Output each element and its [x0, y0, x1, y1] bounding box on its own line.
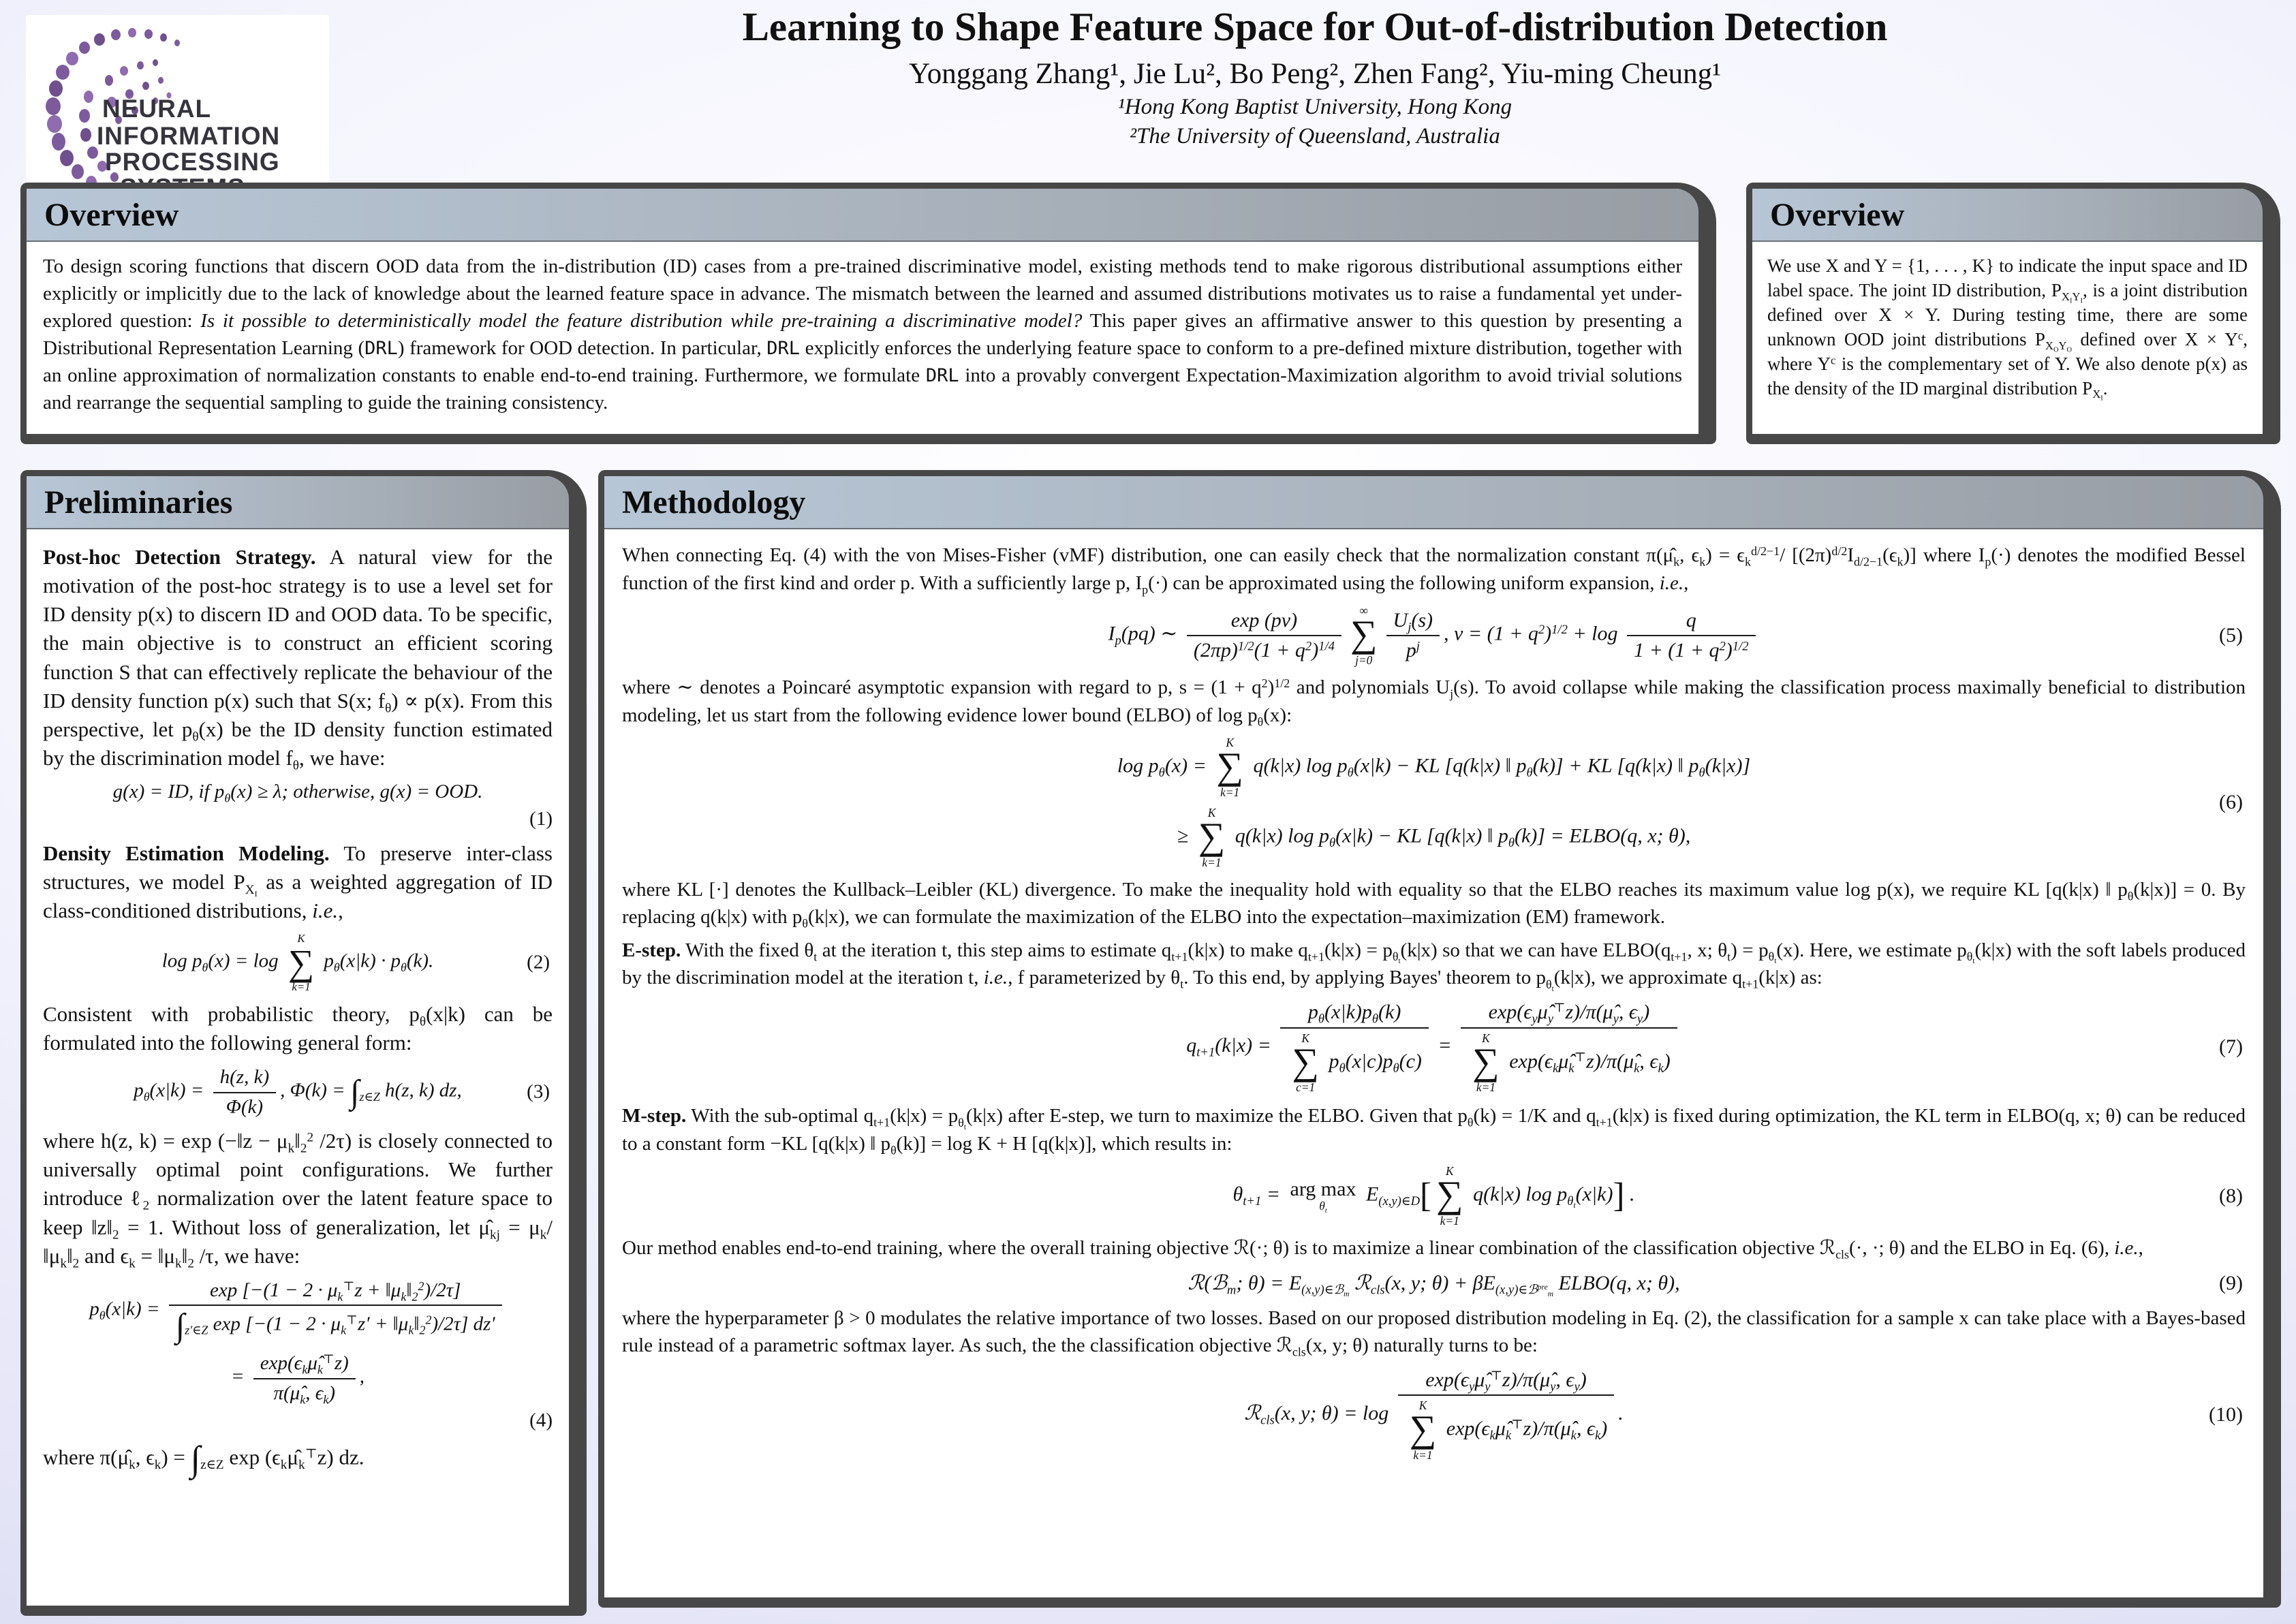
panel-overview-main	[20, 183, 1716, 444]
paragraph-beta: where the hyperparameter β > 0 modulates the relative importance of two losses. Based on our proposed distribution modeling in Eq. (2), the classification for a sample x can take place with a Bayes-based rule instead of a parametric softmax layer. As such, the the classification objective ℛ$_{cls}$(x, y; θ) naturally turns to be:	[622, 1307, 2246, 1359]
overview-notation-heading	[1752, 189, 2263, 242]
paragraph-m-step: M-step. With the sub-optimal $q_{t+1}(k|x) = p_{\theta_t}(k|x)$ after E-step, we turn to maximize the ELBO. Given that $p_\theta(k) = 1/K$ and $q_{t+1}(k|x)$ is fixed during optimization, the KL term in ELBO(q, x; θ) can be reduced to a constant form −KL [q(k|x) ‖ $p_\theta(k)] = \log K + H$ [q(k|x)], which results in:	[622, 1105, 2246, 1157]
preliminaries-heading	[27, 476, 569, 529]
masthead	[354, 4, 2276, 149]
overview-main-paragraph: To design scoring functions that discern OOD data from the in-distribution (ID) cases from a pre-trained discriminative model, existing methods tend to make rigorous distributional assumptions either explicitly or implicitly due to the lack of knowledge about the learned feature space in advance. The mismatch between the learned and assumed distributions motivates us to raise a fundamental yet under-explored question: Is it possible to deterministically model the feature distribution while pre-training a discriminative model? This paper gives an affirmative answer to this question by presenting a Distributional Representation Learning (DRL) framework for OOD detection. In particular, DRL explicitly enforces the underlying feature space to conform to a pre-defined mixture distribution, together with an online approximation of normalization constants to enable end-to-end training. Furthermore, we formulate DRL into a provably convergent Expectation-Maximization algorithm to avoid trivial solutions and rearrange the sequential sampling to guide the training consistency.	[43, 255, 1682, 414]
panel-overview-notation	[1746, 183, 2280, 444]
equation-3: $p_\theta(x|k)$ = $\frac{h(z, k)}{\Phi(k)}$ , $\Phi(k) = \int_{z\in Z}$ h(z, k) dz, (3)	[43, 1064, 553, 1120]
affiliation-1: ¹Hong Kong Baptist University, Hong Kong	[1117, 94, 1512, 119]
methodology-heading	[604, 476, 2263, 529]
paragraph-pi-definition: where $\pi(\mû_k$, $\epsilon_k) = \int_{z\in Z}$ $\exp (\epsilon_k\mû_k^⊤z)$ dz.	[43, 1439, 364, 1479]
overview-main-heading	[27, 189, 1698, 242]
panel-preliminaries	[20, 470, 587, 1616]
panel-heading-text: Methodology	[622, 484, 806, 520]
paragraph-h-function: where h(z, k) = exp (−‖z − $\mu_k‖_2^2$ /2τ) is closely connected to universally optimal point configurations. We further introduce ℓ$_2$ normalization over the latent feature space to keep $‖z‖_2 = 1$. Without loss of generalization, let $\mû_{kj} = \mu_k/$ $‖\mu_k‖_2$ and $\epsilon_k$ = $‖\mu_k‖_2$ /τ, we have:	[43, 1129, 553, 1271]
equation-6: $\log p_\theta(x)$ = K ∑ k=1 q(k|x) $\log p_\theta(x|k)$ − KL [q(k|x) ‖ $p_\theta(k)$] + KL [q(k|x) ‖ $p_\theta(k|x)$] ≥ K ∑ k=1 q(k|x) $\log p_\theta(x|k)$ − KL [q(k|x) ‖ $p_\theta(k)$] = ELBO(q, x; θ), (6)	[1117, 736, 2243, 869]
equation-4: $p_\theta(x|k)$ = $\frac{\exp [-(1 - 2 \cdot \mu_k^⊤z + ‖\mu_k‖_2^2)/2\tau]}{\int_{z'\in Z} \exp [-(1 - 2 \cdot \mu_k^⊤z' + ‖\mu_k‖_2^2)/2\tau] dz'}$ = $\exp(\epsilon_k\mû_k^⊤z)$ $\pi(\mû_k$, $\epsilon_k$) , (4)	[43, 1277, 553, 1435]
affiliation-2: ²The University of Queensland, Australia	[1130, 123, 1500, 149]
poster-title: Learning to Shape Feature Space for Out-of-distribution Detection	[742, 4, 1888, 49]
logo-text-processing: PROCESSING	[105, 148, 280, 176]
neurips-logo	[26, 15, 329, 206]
logo-text-information: INFORMATION	[97, 122, 281, 150]
equation-8: $\theta_{t+1}$ = arg max $\theta_t$ $E_{(x,y)\in D}$[ K ∑ k=1 q(k|x) $\log p_{\theta_t}(x|k)$] . (8)	[1232, 1164, 2243, 1228]
paragraph-vmf: When connecting Eq. (4) with the von Mises-Fisher (vMF) distribution, one can easily check that the normalization constant $\pi(\mû_k$, $\epsilon_k) = \epsilon_k^{d/2-1}/$ $[(2\pi)^{d/2}I_{d/2-1}(\epsilon_k)]$ where $I_p(\cdot)$ denotes the modified Bessel function of the first kind and order p. With a sufficiently large p, $I_p(\cdot)$ can be approximated using the following uniform expansion, i.e.,	[622, 544, 2246, 596]
equation-7: $q_{t+1}(k|x)$ = $p_\theta(x|k)p_\theta(k)$ K ∑ c=1 $p_\theta(x|c)p_\theta(c)$ = $\exp(\epsilon_y\mû_y^⊤z)/\pi(\mû_y$, $\epsilon_y$) K ∑ k=1 $\exp(\epsilon_k\mû_k^⊤z)/\pi(\mû_k$, $\epsilon_k$) (7)	[622, 999, 2246, 1095]
paragraph-poincare: where ∼ denotes a Poincaré asymptotic expansion with regard to p, $s = (1 + q^2)^{1/2}$ and polynomials $U_j(s)$. To avoid collapse while making the classification process maximally beneficial to distribution modeling, let us start from the following evidence lower bound (ELBO) of $\log p_\theta(x)$:	[622, 676, 2246, 728]
panel-heading-text: Overview	[44, 196, 179, 233]
equation-5: $I_p(pq)$ ∼ $\frac{\exp (p\nu)}{(2\pi p)^{1/2}(1 + q^2)^{1/4}}$ ∞ ∑ j=0 $\frac{U_j(s)}{p^j}$ , $\nu = (1 + q^2)^{1/2} + \log$ $\frac{q}{1 + (1 + q^2)^{1/2}}$ (5)	[1108, 604, 2243, 667]
panel-heading-text: Overview	[1770, 196, 1905, 233]
overview-notation-paragraph: We use X and Y = {1, . . . , K} to indicate the input space and ID label space. The joint ID distribution, $P_{X_IY_I}$, is a joint distribution defined over X × Y. During testing time, there are some unknown OOD joint distributions $P_{X_OY_O}$ defined over $X \times Y^c$, where $Y^c$ is the complementary set of Y. We also denote p(x) as the density of the ID marginal distribution $P_{X_I}$.	[1767, 255, 2248, 403]
paragraph-density-modeling: Density Estimation Modeling. To preserve inter-class structures, we model $P_{X_I}$ as a weighted aggregation of ID class-conditioned distributions, i.e.,	[43, 841, 553, 923]
panel-methodology	[598, 470, 2281, 1608]
logo-text-neural: NEURAL	[102, 95, 212, 123]
equation-10: ℛ$_{cls}$(x, y; θ) = log $\exp(\epsilon_y\mû_y^⊤z)/\pi(\mû_y$, $\epsilon_y$) K ∑ k=1 $\exp(\epsilon_k\mû_k^⊤z)/\pi(\mû_k$, $\epsilon_k$) . (10)	[622, 1367, 2246, 1463]
equation-9: ℛ(ℬ$_m$; $\theta) = E_{(x,y)\in ℬ_m}$ ℛ$_{cls}$(x, y; $\theta) + \beta E_{(x,y)\in ℬ^{pre}_m}$ ELBO(q, x; θ), (9)	[1188, 1271, 2243, 1299]
authors-line: Yonggang Zhang¹, Jie Lu², Bo Peng², Zhen Fang², Yiu-ming Cheung¹	[909, 57, 1721, 90]
paragraph-e-step: E-step. With the fixed $\theta_t$ at the iteration t, this step aims to estimate $q_{t+1}(k|x)$ to make $q_{t+1}(k|x) = p_{\theta_t}(k|x)$ so that we can have $ELBO(q_{t+1}$, x; $\theta_t) = p_{\theta_t}(x)$. Here, we estimate $p_{\theta_t}(k|x)$ with the soft labels produced by the discrimination model at the iteration t, i.e., f parameterized by $\theta_t$. To this end, by applying Bayes' theorem to $p_{\theta_t}(k|x)$, we approximate $q_{t+1}(k|x)$ as:	[622, 939, 2246, 993]
paragraph-general-form: Consistent with probabilistic theory, $p_\theta(x|k)$ can be formulated into the following general form:	[43, 1002, 553, 1055]
equation-2: $\log p_\theta(x) = \log$ K ∑ k=1 $p_\theta(x|k) \cdot p_\theta(k)$. (2)	[161, 932, 550, 993]
paragraph-kl: where KL [·] denotes the Kullback–Leibler (KL) divergence. To make the inequality hold with equality so that the ELBO reaches its maximum value log p(x), we require KL [q(k|x) ‖ $p_\theta(k|x)] = 0$. By replacing q(k|x) with $p_\theta(k|x)$, we can formulate the maximization of the ELBO into the expectation–maximization (EM) framework.	[622, 878, 2246, 931]
equation-1: g(x) = ID, if $p_\theta(x) \ge \lambda$; otherwise, g(x) = OOD. (1)	[112, 781, 553, 830]
panel-heading-text: Preliminaries	[44, 484, 233, 520]
paragraph-objective: Our method enables end-to-end training, where the overall training objective ℛ(·; θ) is to maximize a linear combination of the classification objective ℛ$_{cls}$(·, ·; θ) and the ELBO in Eq. (6), i.e.,	[622, 1237, 2143, 1262]
paragraph-posthoc: Post-hoc Detection Strategy. A natural view for the motivation of the post-hoc strategy is to use a level set for ID density p(x) to discern ID and OOD data. To be specific, the main objective is to construct an efficient scoring function S that can effectively replicate the behaviour of the ID density function p(x) such that S(x; $f_\theta) \propto p(x)$. From this perspective, let $p_\theta(x)$ be the ID density function estimated by the discrimination model $f_\theta$, we have:	[43, 545, 553, 773]
